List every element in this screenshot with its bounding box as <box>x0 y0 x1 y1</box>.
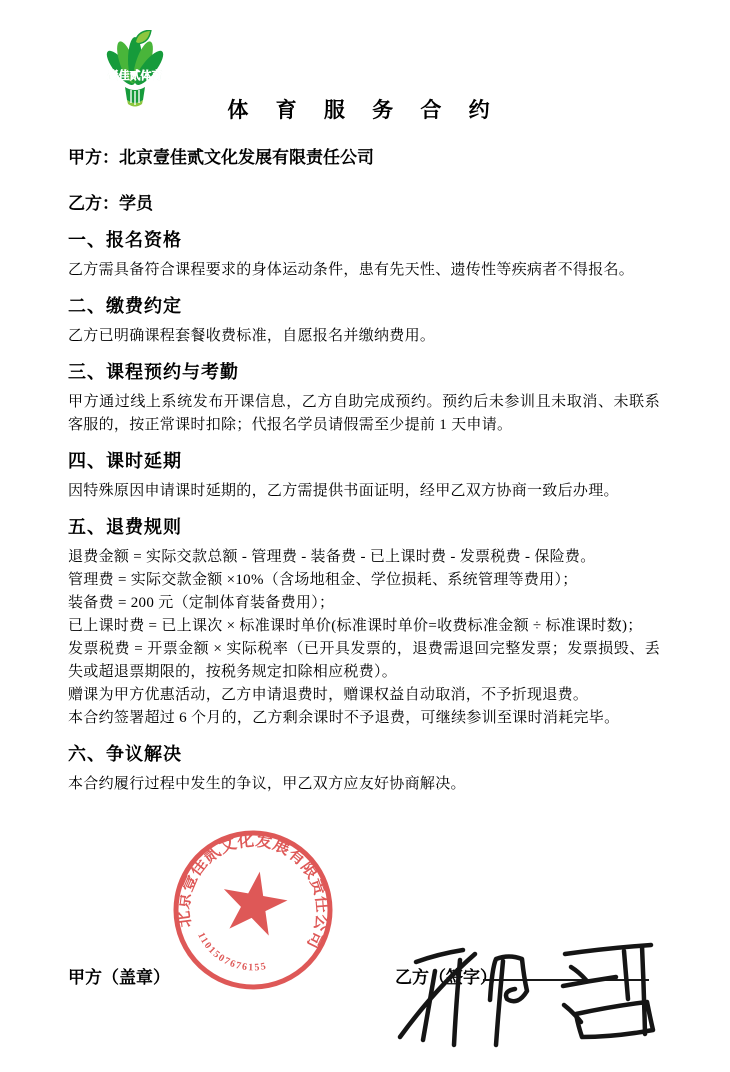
party-b-sign-label: 乙方（签字）： <box>395 968 506 987</box>
section-paragraph: 发票税费 = 开票金额 × 实际税率（已开具发票的，退费需退回完整发票；发票损毁、丢失或超退票期限的，按税务规定扣除相应税费）。 <box>68 641 660 680</box>
section-paragraph: 乙方需具备符合课程要求的身体运动条件，患有先天性、遗传性等疾病者不得报名。 <box>68 262 635 278</box>
party-a-seal-label: 甲方（盖章） <box>68 968 170 987</box>
section-paragraph: 本合约签署超过 6 个月的，乙方剩余课时不予退费，可继续参训至课时消耗完毕。 <box>68 710 620 726</box>
sprout-leaf-fill <box>136 31 150 43</box>
signature-stroke <box>565 945 651 954</box>
company-seal <box>163 818 343 1002</box>
section-heading: 六、争议解决 <box>68 744 182 764</box>
section-paragraph: 退费金额 = 实际交款总额 - 管理费 - 装备费 - 已上课时费 - 发票税费 - 保险费。 <box>68 549 596 565</box>
contract-title: 体 育 服 务 合 约 <box>227 98 501 122</box>
signature-stroke <box>571 967 586 980</box>
section-heading: 四、课时延期 <box>68 451 182 471</box>
section-heading: 三、课程预约与考勤 <box>68 362 239 382</box>
signature-stroke <box>490 957 527 1002</box>
section-heading: 五、退费规则 <box>68 517 182 537</box>
section-paragraph: 赠课为甲方优惠活动，乙方申请退费时，赠课权益自动取消，不予折现退费。 <box>68 687 589 703</box>
section-heading: 一、报名资格 <box>68 230 182 250</box>
signature-handwriting <box>393 933 693 1072</box>
signature-stroke <box>496 961 503 1045</box>
signature-stroke <box>576 1002 653 1037</box>
section-paragraph: 甲方通过线上系统发布开课信息，乙方自助完成预约。预约后未参训且未取消、未联系客服的，按正常课时扣除；代报名学员请假需至少提前 1 天申请。 <box>68 394 660 433</box>
signature-stroke <box>563 977 616 986</box>
section-paragraph: 已上课时费 = 已上课次 × 标准课时单价(标准课时单价=收费标准金额 ÷ 标准课时数)； <box>68 618 643 634</box>
company-logo-icon <box>96 30 174 110</box>
signature-stroke <box>642 946 645 1034</box>
signature-stroke <box>416 950 463 962</box>
section-paragraph: 本合约履行过程中发生的争议，甲乙双方应友好协商解决。 <box>68 776 466 792</box>
party-a-line: 甲方：北京壹佳贰文化发展有限责任公司 <box>68 148 374 167</box>
section-heading: 二、缴费约定 <box>68 296 182 316</box>
section-paragraph: 乙方已明确课程套餐收费标准，自愿报名并缴纳费用。 <box>68 328 436 344</box>
seal-number-text: 1101507676155 <box>195 930 269 974</box>
section-paragraph: 因特殊原因申请课时延期的，乙方需提供书面证明，经甲乙双方协商一致后办理。 <box>68 483 619 499</box>
signature-stroke <box>400 954 475 1037</box>
party-b-line: 乙方：学员 <box>68 194 153 213</box>
section-paragraph: 装备费 = 200 元（定制体育装备费用）； <box>68 595 335 611</box>
section-paragraph: 管理费 = 实际交款金额 ×10%（含场地租金、学位损耗、系统管理等费用）； <box>68 572 578 588</box>
seal-star-icon <box>217 866 291 938</box>
logo-wordmark: 壹佳贰体育 <box>107 70 163 82</box>
seal-company-text: 北京壹佳贰文化发展有限责任公司 <box>173 830 333 953</box>
sections-container <box>68 228 660 796</box>
shuttlecock-base <box>125 87 145 107</box>
signature-stroke <box>624 951 628 999</box>
